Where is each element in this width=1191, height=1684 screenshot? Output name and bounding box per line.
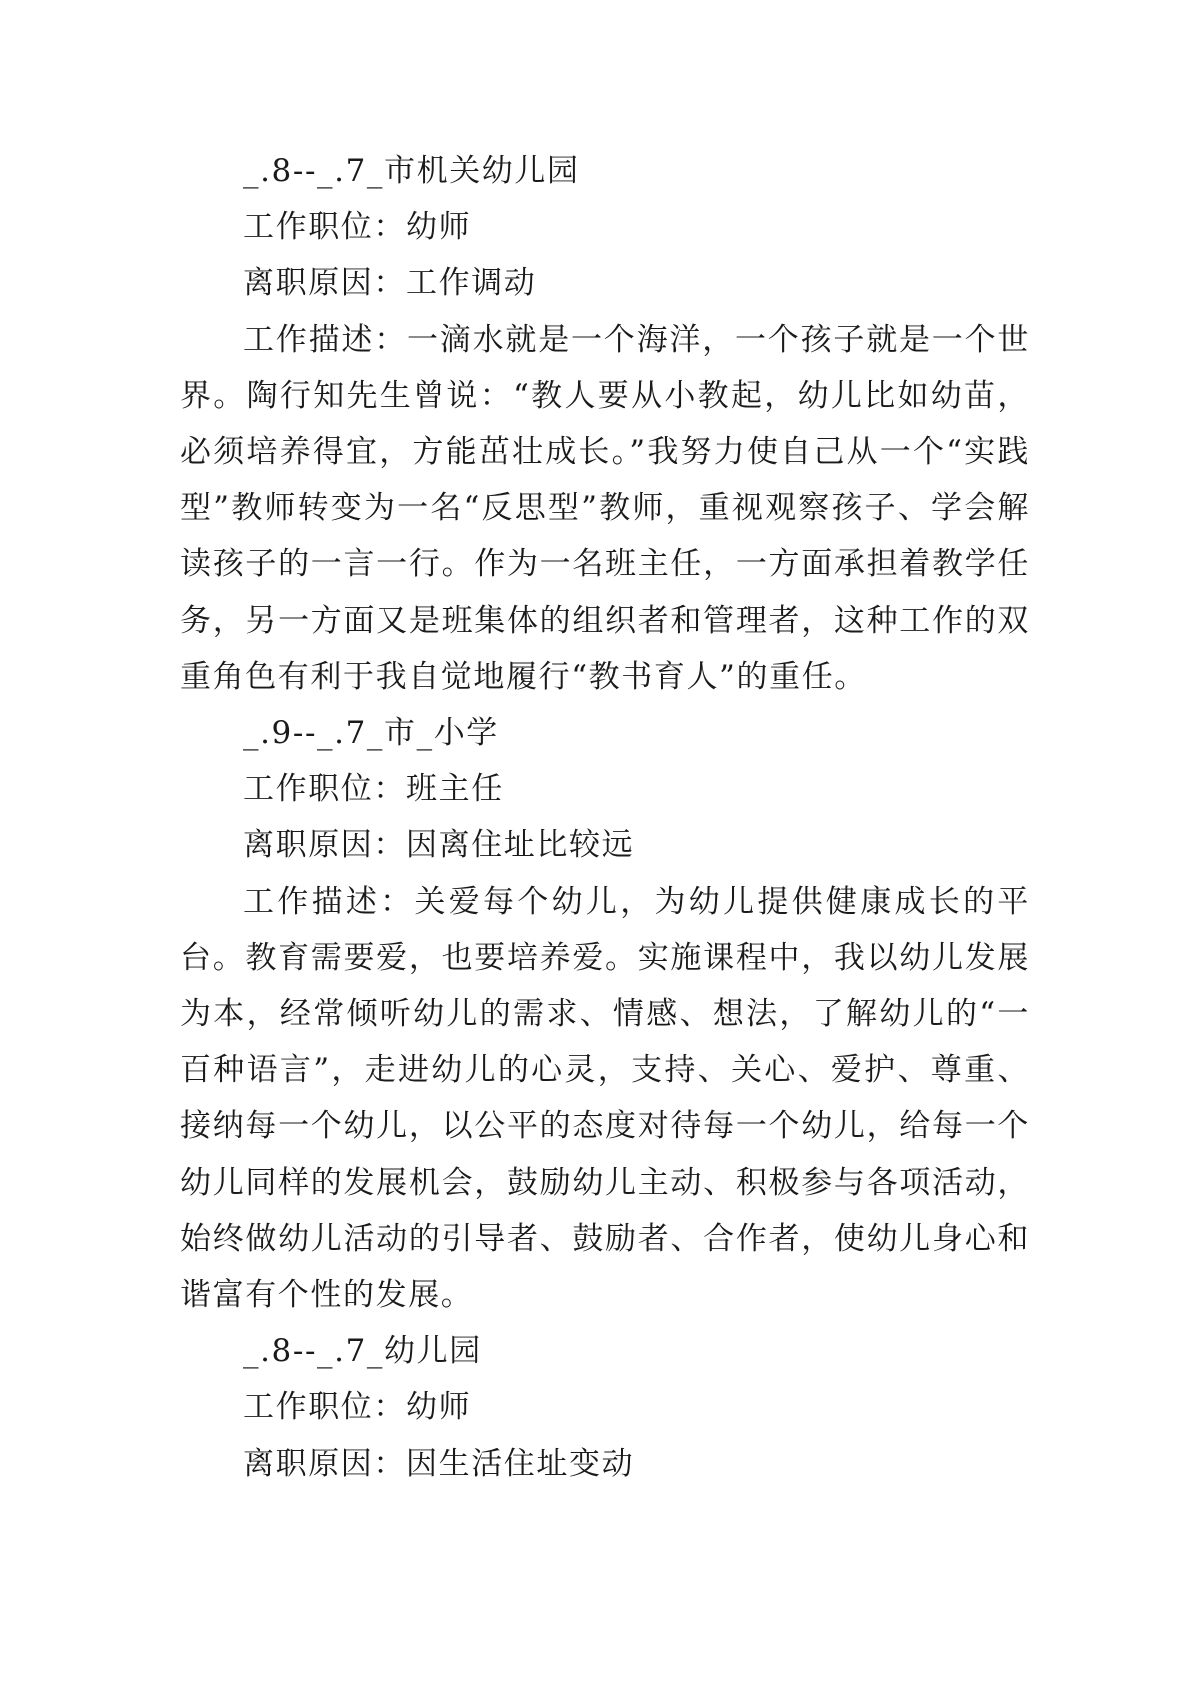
entry-position: 工作职位：幼师 [243, 209, 472, 246]
entry-leave-reason: 离职原因：因生活住址变动 [243, 1445, 635, 1482]
work-entry [180, 143, 1030, 705]
entry-period: _.9--_.7_市_小学 [243, 715, 499, 752]
entry-position: 工作职位：幼师 [243, 1389, 472, 1426]
entry-leave-reason: 离职原因：因离住址比较远 [243, 827, 635, 864]
entry-description: 工作描述：一滴水就是一个海洋，一个孩子就是一个世界。陶行知先生曾说：“教人要从小教起，幼儿比如幼苗，必须培养得宜，方能茁壮成长。”我努力使自己从一个“实践型”教师转变为一名“反思型”教师，重视观察孩子、学会解读孩子的一言一行。作为一名班主任，一方面承担着教学任务，另一方面又是班集体的组织者和管理者，这种工作的双重角色有利于我自觉地履行“教书育人”的重任。 [180, 321, 1030, 695]
entry-description: 工作描述：关爱每个幼儿，为幼儿提供健康成长的平台。教育需要爱，也要培养爱。实施课程中，我以幼儿发展为本，经常倾听幼儿的需求、情感、想法，了解幼儿的“一百种语言”，走进幼儿的心灵，支持、关心、爱护、尊重、接纳每一个幼儿，以公平的态度对待每一个幼儿，给每一个幼儿同样的发展机会，鼓励幼儿主动、积极参与各项活动，始终做幼儿活动的引导者、鼓励者、合作者，使幼儿身心和谐富有个性的发展。 [180, 883, 1030, 1314]
entry-position: 工作职位：班主任 [243, 771, 504, 808]
entry-period: _.8--_.7_市机关幼儿园 [243, 153, 580, 189]
entry-leave-reason: 离职原因：工作调动 [243, 265, 537, 302]
work-entry [180, 1323, 1030, 1492]
entry-period: _.8--_.7_幼儿园 [243, 1333, 482, 1370]
work-entry [180, 705, 1030, 1323]
document-body [180, 143, 1030, 1492]
